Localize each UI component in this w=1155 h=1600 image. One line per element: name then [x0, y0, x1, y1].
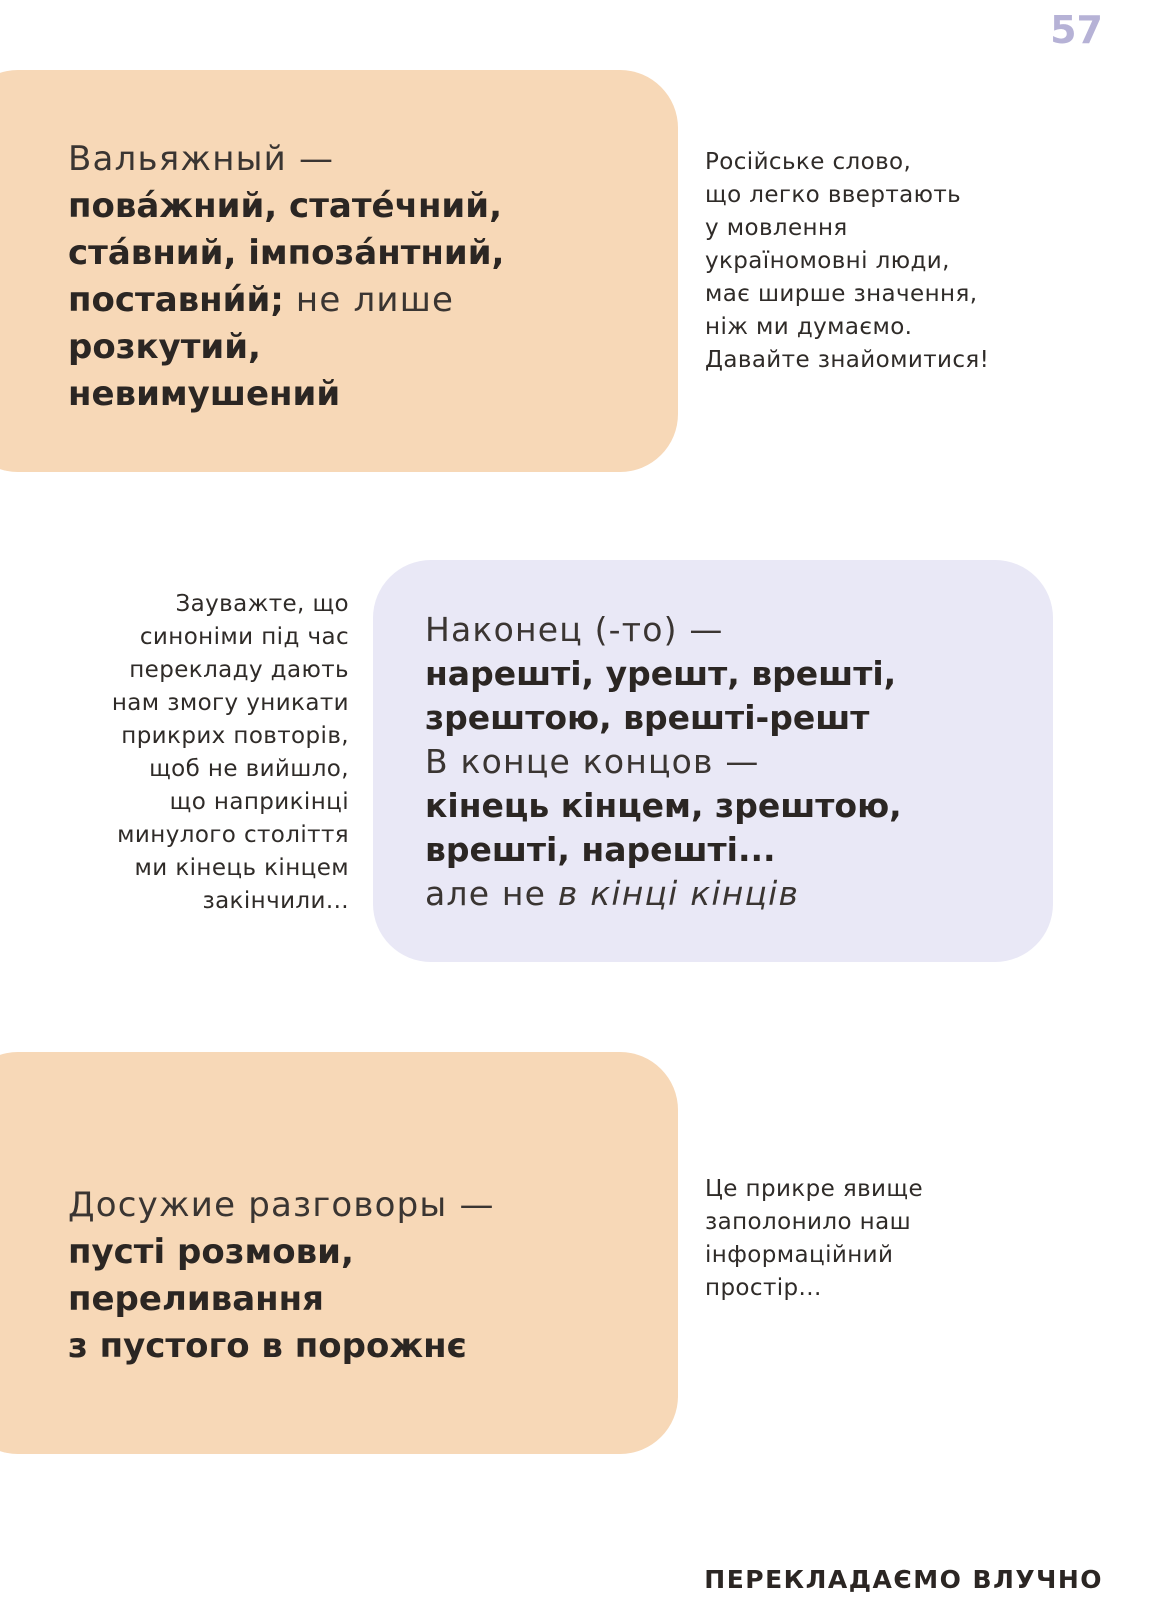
note-line: перекладу дають — [129, 657, 349, 683]
term-line — [68, 371, 628, 418]
term-line — [68, 1323, 628, 1370]
note-line: простір... — [705, 1275, 822, 1301]
term-translation: нарешті, урешт, врешті, — [425, 654, 897, 693]
term-line — [68, 324, 628, 371]
term-translation: ста́вний, імпоза́нтний, — [68, 233, 505, 273]
term-connector: не лише — [283, 280, 455, 320]
term-line — [68, 183, 628, 230]
note-line: ми кінець кінцем — [134, 855, 349, 881]
page-number: 57 — [1050, 8, 1103, 52]
term-line — [68, 1276, 628, 1323]
note-line: Це прикре явище — [705, 1176, 924, 1202]
term-translation: зрештою, врешті-решт — [425, 698, 870, 737]
term-translation: пусті розмови, — [68, 1232, 354, 1272]
term-card-nakonets — [373, 560, 1053, 962]
note-line: україномовні люди, — [705, 248, 950, 274]
note-line: Російське слово, — [705, 149, 912, 175]
term-translation: пова́жний, стате́чний, — [68, 186, 502, 226]
term-line — [425, 828, 1013, 872]
term-line — [425, 608, 1013, 652]
term-line — [425, 740, 1013, 784]
term-original: Досужие разговоры — — [68, 1185, 495, 1225]
note-line: у мовлення — [705, 215, 848, 241]
term-definition — [68, 1182, 628, 1370]
term-definition — [68, 136, 628, 418]
term-line — [68, 277, 628, 324]
side-note-valyazhny — [705, 146, 1125, 377]
term-line — [425, 784, 1013, 828]
note-line: Зауважте, що — [175, 591, 349, 617]
term-card-dosuzhie — [0, 1052, 678, 1454]
note-line: прикрих повторів, — [121, 723, 349, 749]
term-connector: але не — [425, 874, 558, 913]
term-card-valyazhny — [0, 70, 678, 472]
term-line — [68, 1229, 628, 1276]
note-line: закінчили... — [202, 888, 349, 914]
term-original: Наконец (-то) — — [425, 610, 724, 649]
term-translation: з пустого в порожнє — [68, 1326, 467, 1366]
term-translation: невимушений — [68, 374, 341, 414]
note-line: інформаційний — [705, 1242, 894, 1268]
term-line — [425, 652, 1013, 696]
term-original: В конце концов — — [425, 742, 760, 781]
note-line: ніж ми думаємо. — [705, 314, 913, 340]
term-line — [68, 1182, 628, 1229]
note-line: що наприкінці — [169, 789, 349, 815]
side-note-nakonets — [14, 588, 349, 918]
term-line — [425, 872, 1013, 916]
term-original: Вальяжный — — [68, 139, 335, 179]
note-line: Давайте знайомитися! — [705, 347, 990, 373]
note-line: має ширше значення, — [705, 281, 978, 307]
note-line: заполонило наш — [705, 1209, 912, 1235]
note-line: нам змогу уникати — [111, 690, 349, 716]
note-line: синоніми під час — [139, 624, 349, 650]
term-translation: врешті, нарешті... — [425, 830, 776, 869]
term-definition — [425, 608, 1013, 916]
note-line: що легко ввертають — [705, 182, 962, 208]
term-translation: кінець кінцем, зрештою, — [425, 786, 902, 825]
note-line: щоб не вийшло, — [149, 756, 349, 782]
book-title-footer: ПЕРЕКЛАДАЄМО ВЛУЧНО — [704, 1565, 1103, 1594]
term-translation: переливання — [68, 1279, 324, 1319]
side-note-dosuzhie — [705, 1173, 1125, 1305]
term-line — [68, 230, 628, 277]
note-line: минулого століття — [117, 822, 349, 848]
term-translation: розкутий, — [68, 327, 261, 367]
term-incorrect-usage: в кінці кінців — [557, 874, 800, 913]
term-line — [68, 136, 628, 183]
term-line — [425, 696, 1013, 740]
term-translation: поставни́й; — [68, 280, 284, 320]
